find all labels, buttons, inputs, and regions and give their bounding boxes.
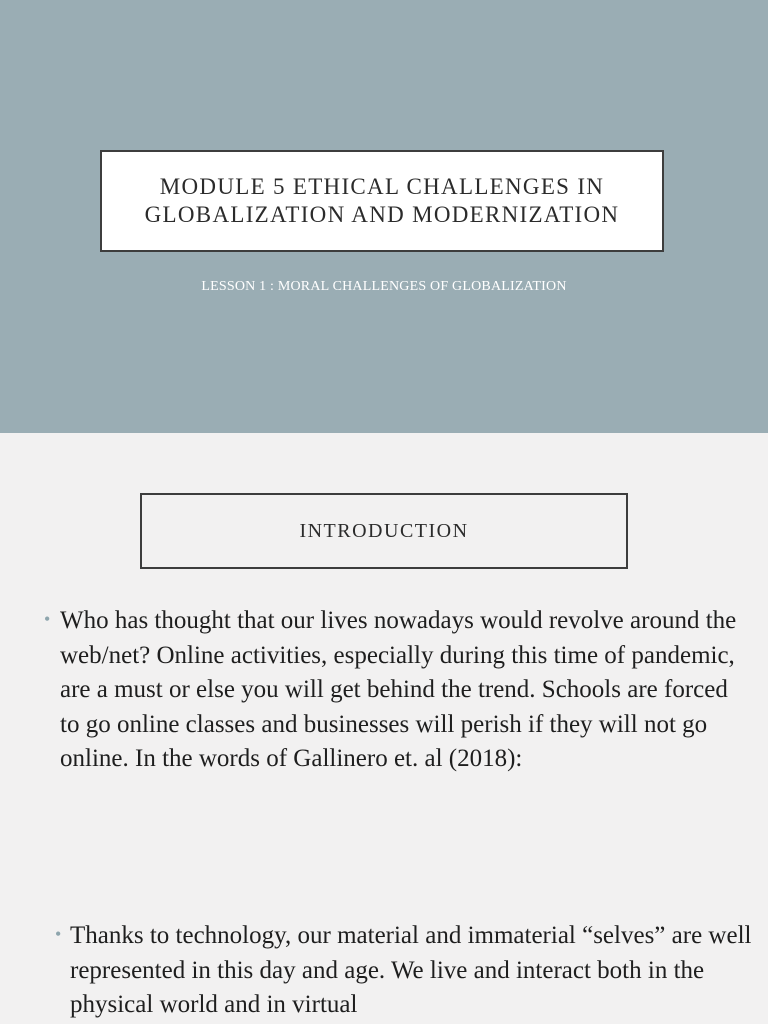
slide-title: MODULE 5 ETHICAL CHALLENGES IN GLOBALIZATION AND MODERNIZATION [144,174,620,227]
slide-subtitle: LESSON 1 : MORAL CHALLENGES OF GLOBALIZATION [201,279,567,294]
introduction-slide [0,433,768,1024]
bullet-dot-icon: • [44,609,51,629]
bullet-paragraph: Who has thought that our lives nowadays would revolve around the web/net? Online activities, especially during this time of pandemic, are a must or else you will get behind the trend. Schools are forced to go online classes and businesses will perish if they will not go online. In the words of Gallinero et. al (2018): [60,607,737,773]
heading-box [140,493,628,569]
bullet-paragraph: Thanks to technology, our material and immaterial “selves” are well represented in this day and age. We live and interact both in the physical world and in virtual [70,922,752,1019]
title-slide [0,0,768,433]
bullet-dot-icon: • [55,924,62,944]
slide-heading: INTRODUCTION [299,519,469,542]
title-box [100,150,664,252]
